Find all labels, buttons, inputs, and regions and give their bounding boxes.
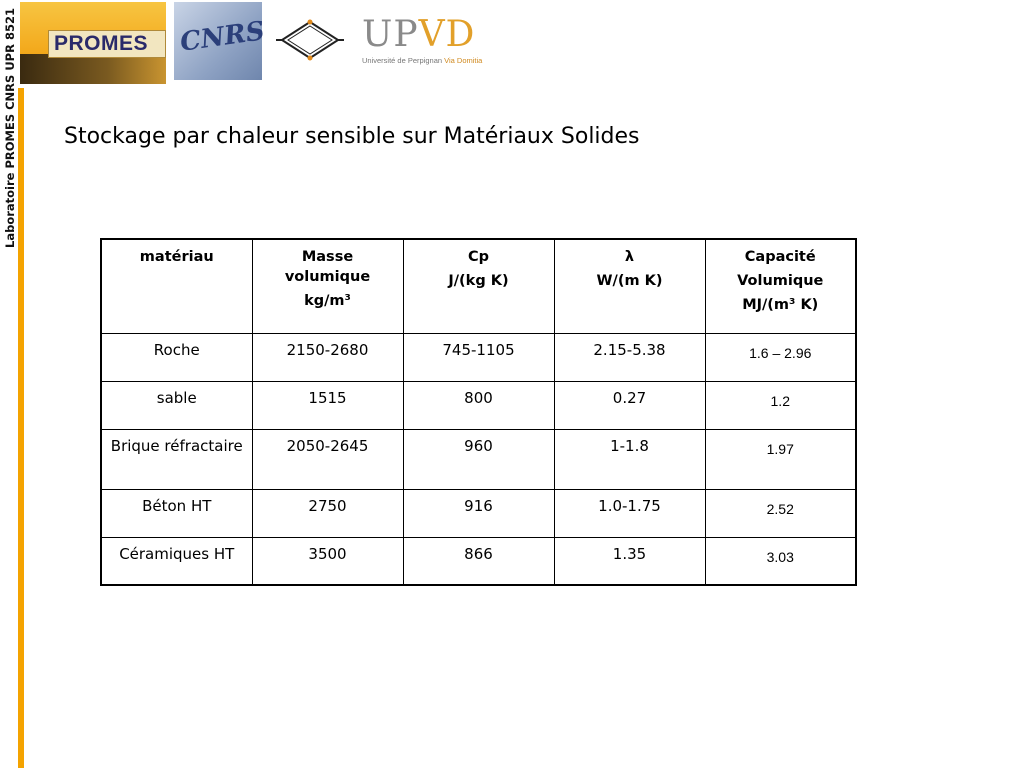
diamond-emblem-icon <box>276 16 344 64</box>
header-masse-line2: volumique <box>284 269 371 285</box>
cell-cp: 916 <box>403 489 554 537</box>
header-lambda-unit: W/(m K) <box>596 273 663 289</box>
table-row <box>101 429 856 489</box>
cell-masse: 2750 <box>252 489 403 537</box>
cell-materiau: Roche <box>101 333 252 381</box>
cell-materiau: Béton HT <box>101 489 252 537</box>
cell-cp: 800 <box>403 381 554 429</box>
cell-masse: 2050-2645 <box>252 429 403 489</box>
cell-materiau: Brique réfractaire <box>101 429 252 489</box>
cell-capacite: 1.2 <box>705 381 856 429</box>
header-materiau-label: matériau <box>139 249 214 265</box>
cell-cp: 745-1105 <box>403 333 554 381</box>
cell-materiau: Céramiques HT <box>101 537 252 585</box>
lab-vertical-label: Laboratoire PROMES CNRS UPR 8521 <box>3 8 17 248</box>
header-cp-unit: J/(kg K) <box>448 273 509 289</box>
cell-capacite: 1.6 – 2.96 <box>705 333 856 381</box>
cell-cp: 960 <box>403 429 554 489</box>
promes-logo-text: PROMES <box>54 32 149 55</box>
header-lambda <box>554 239 705 333</box>
header-masse-unit: kg/m³ <box>304 293 351 309</box>
cell-lambda: 0.27 <box>554 381 705 429</box>
table-row <box>101 381 856 429</box>
upvd-logo-up: UP <box>362 14 419 55</box>
table-row <box>101 489 856 537</box>
table-row <box>101 333 856 381</box>
header-masse-line1: Masse <box>301 249 354 265</box>
cell-capacite: 1.97 <box>705 429 856 489</box>
cell-capacite: 3.03 <box>705 537 856 585</box>
upvd-tagline-a: Université de Perpignan <box>362 56 445 65</box>
upvd-tagline-b: Via Domitia <box>444 56 483 65</box>
cell-masse: 2150-2680 <box>252 333 403 381</box>
header-materiau <box>101 239 252 333</box>
cell-lambda: 1.0-1.75 <box>554 489 705 537</box>
header-capacite <box>705 239 856 333</box>
header-capacite-unit: MJ/(m³ K) <box>742 297 819 313</box>
header-cp <box>403 239 554 333</box>
cell-masse: 3500 <box>252 537 403 585</box>
header-capacite-line1: Capacité <box>744 249 816 265</box>
side-accent-bar <box>18 88 24 768</box>
table-header-row <box>101 239 856 333</box>
upvd-logo-vd: VD <box>418 14 476 55</box>
header-masse <box>252 239 403 333</box>
cnrs-logo <box>174 2 267 80</box>
cnrs-logo-text: CNRS <box>178 16 267 58</box>
promes-logo <box>20 2 166 84</box>
header-cp-line1: Cp <box>467 249 490 265</box>
cell-lambda: 2.15-5.38 <box>554 333 705 381</box>
cell-cp: 866 <box>403 537 554 585</box>
materials-table <box>100 238 857 586</box>
page-title: Stockage par chaleur sensible sur Matériaux Solides <box>64 124 640 149</box>
cell-lambda: 1-1.8 <box>554 429 705 489</box>
table-row <box>101 537 856 585</box>
header-capacite-line2: Volumique <box>737 273 824 289</box>
upvd-logo <box>362 16 482 65</box>
cell-capacite: 2.52 <box>705 489 856 537</box>
cell-lambda: 1.35 <box>554 537 705 585</box>
cell-materiau: sable <box>101 381 252 429</box>
cell-masse: 1515 <box>252 381 403 429</box>
header-lambda-symbol: λ <box>624 249 635 265</box>
